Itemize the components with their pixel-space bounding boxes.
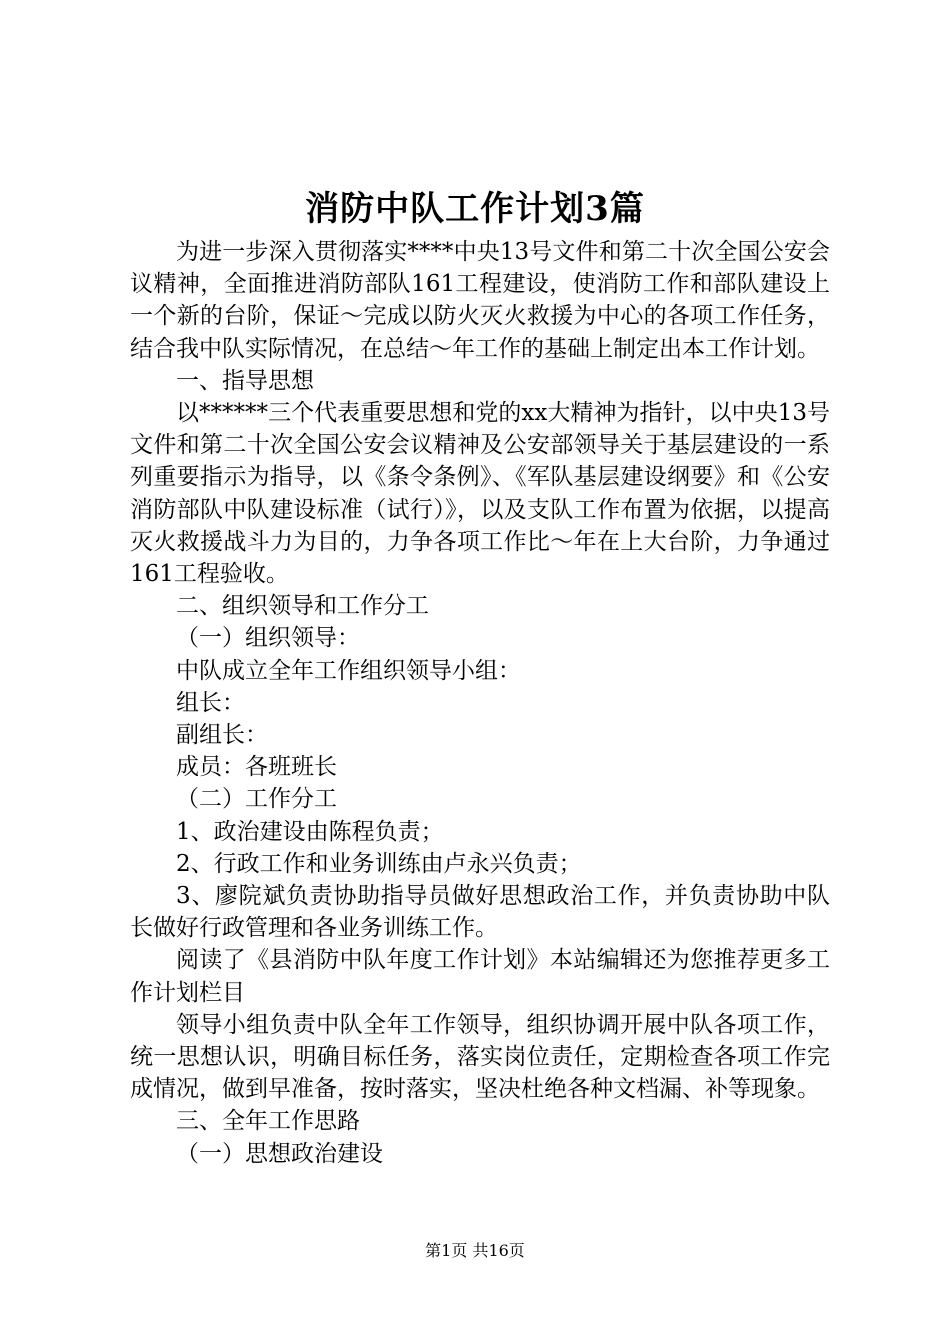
division-item-2: 2、行政工作和业务训练由卢永兴负责； (176, 850, 582, 877)
division-item-1: 1、政治建设由陈程负责； (176, 818, 444, 845)
subheading-organization-leadership: （一）组织领导： (176, 625, 360, 652)
page-number-footer: 第1页 共16页 (425, 1241, 525, 1260)
leadership-duties-paragraph: 领导小组负责中队全年工作领导，组织协调开展中队各项工作，统一思想认识，明确目标任务，落实岗位责任，定期检查各项工作完成情况，做到早准备，按时落实，坚决杜绝各种文档漏、补等现象。 (130, 1011, 830, 1103)
group-leader-line: 组长： (176, 689, 245, 716)
deputy-leader-line: 副组长： (176, 722, 268, 749)
subheading-political-building: （一）思想政治建设 (176, 1140, 383, 1167)
intro-paragraph: 为进一步深入贯彻落实****中央13号文件和第二十次全国公安会议精神，全面推进消防部队161工程建设，使消防工作和部队建设上一个新的台阶，保证～完成以防火灭火救援为中心的各项工作任务，结合我中队实际情况，在总结～年工作的基础上制定出本工作计划。 (130, 239, 830, 362)
document-body (130, 236, 830, 1170)
section-heading-organization: 二、组织领导和工作分工 (176, 593, 429, 620)
division-item-3: 3、廖院斌负责协助指导员做好思想政治工作，并负责协助中队长做好行政管理和各业务训练工作。 (130, 883, 830, 942)
leadership-group-line: 中队成立全年工作组织领导小组： (176, 657, 521, 684)
subheading-work-division: （二）工作分工 (176, 786, 337, 813)
section-heading-annual-plan: 三、全年工作思路 (176, 1108, 360, 1135)
document-title: 消防中队工作计划3篇 (305, 189, 645, 229)
recommendation-paragraph: 阅读了《县消防中队年度工作计划》本站编辑还为您推荐更多工作计划栏目 (130, 947, 830, 1006)
section-heading-guiding-ideology: 一、指导思想 (176, 367, 314, 394)
members-line: 成员：各班班长 (176, 754, 337, 781)
guiding-ideology-paragraph: 以******三个代表重要思想和党的xx大精神为指针，以中央13号文件和第二十次全国公安会议精神及公安部领导关于基层建设的一系列重要指示为指导，以《条令条例》、《军队基层建设纲要》和《公安消防部队中队建设标准（试行）》，以及支队工作布置为依据，以提高灭火救援战斗力为目的，力争各项工作比～年在上大台阶，力争通过161工程验收。 (130, 400, 830, 588)
